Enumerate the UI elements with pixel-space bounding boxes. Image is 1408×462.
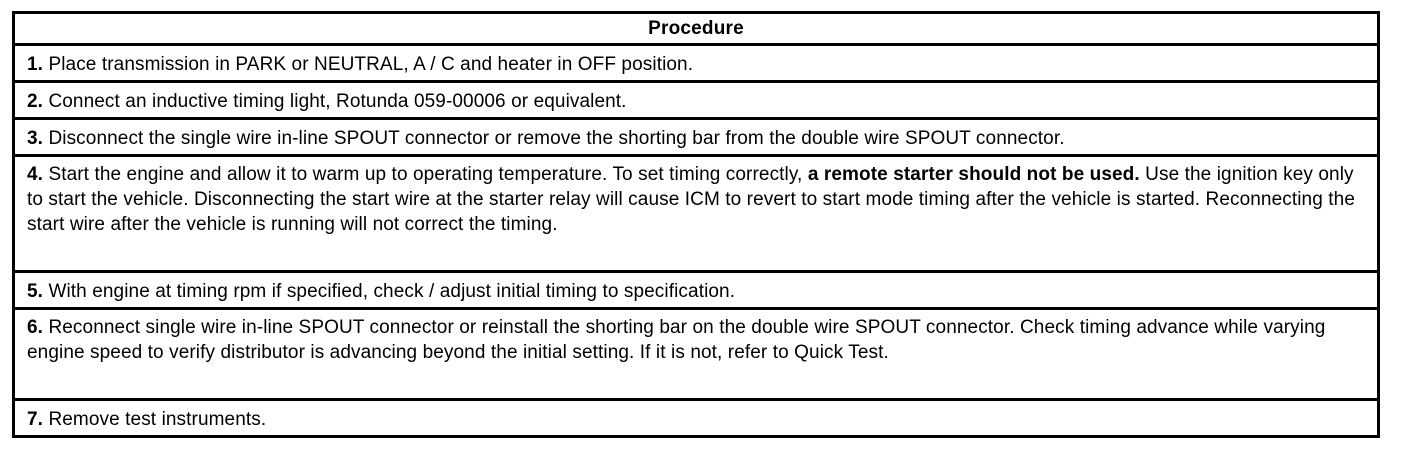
step-1	[15, 46, 1377, 83]
step-number: 6.	[27, 317, 44, 338]
step-text: Disconnect the single wire in-line SPOUT connector or remove the shorting bar from the double wire SPOUT connector.	[48, 128, 1065, 149]
step-number: 4.	[27, 164, 44, 185]
step-number: 3.	[27, 128, 44, 149]
step-3	[15, 120, 1377, 157]
step-text-continued: Use the ignition key only to start the vehicle. Disconnecting the start wire at the starter relay will cause ICM to revert to start mode timing after the vehicle is started. Reconnecting the start wire after the vehicle is running will not correct the timing.	[27, 164, 1355, 235]
table-header: Procedure	[15, 14, 1377, 46]
step-text: Place transmission in PARK or NEUTRAL, A / C and heater in OFF position.	[48, 54, 694, 75]
step-text: Reconnect single wire in-line SPOUT connector or reinstall the shorting bar on the double wire SPOUT connector. Check timing advance while varying engine speed to verify distributor is advancing beyond the initial setting. If it is not, refer to Quick Test.	[27, 317, 1326, 363]
step-2	[15, 83, 1377, 120]
step-text: Start the engine and allow it to warm up to operating temperature. To set timing correctly,	[48, 164, 803, 185]
step-number: 2.	[27, 91, 44, 112]
step-6	[15, 310, 1377, 401]
step-warning-text: a remote starter should not be used.	[807, 164, 1140, 185]
step-number: 5.	[27, 281, 44, 302]
step-text: With engine at timing rpm if specified, check / adjust initial timing to specification.	[48, 281, 736, 302]
step-7	[15, 401, 1377, 438]
step-5	[15, 273, 1377, 310]
step-4	[15, 157, 1377, 273]
step-text: Connect an inductive timing light, Rotunda 059-00006 or equivalent.	[48, 91, 627, 112]
step-text: Remove test instruments.	[48, 409, 267, 430]
procedure-table	[12, 11, 1380, 438]
step-number: 7.	[27, 409, 44, 430]
step-number: 1.	[27, 54, 44, 75]
